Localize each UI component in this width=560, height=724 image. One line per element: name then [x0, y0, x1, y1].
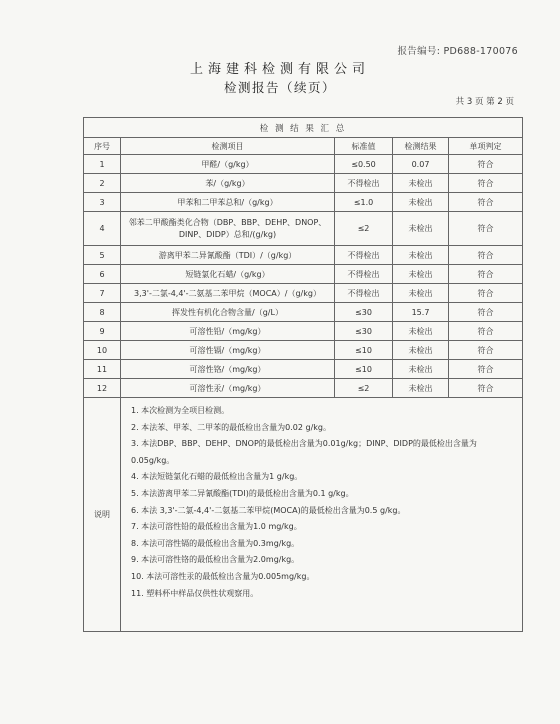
note-item: 4. 本法短链氯化石蜡的最低检出含量为1 g/kg。: [131, 472, 303, 482]
col-header-standard: 标准值: [335, 138, 393, 155]
row-no: 4: [84, 212, 121, 246]
row-result: 未检出: [393, 284, 449, 303]
row-verdict: 符合: [449, 265, 523, 284]
col-header-item: 检测项目: [121, 138, 335, 155]
note-item: 11. 塑料杯中样品仅供性状观察用。: [131, 588, 259, 598]
notes-label: 说明: [84, 398, 121, 632]
row-result: 未检出: [393, 360, 449, 379]
row-verdict: 符合: [449, 284, 523, 303]
row-result: 0.07: [393, 155, 449, 174]
note-item: 2. 本法苯、甲苯、二甲苯的最低检出含量为0.02 g/kg。: [131, 422, 332, 432]
row-standard: ≤0.50: [335, 155, 393, 174]
notes-row: [84, 398, 523, 632]
row-standard: ≤10: [335, 341, 393, 360]
table-row: [84, 322, 523, 341]
row-item: 可溶性铅/（mg/kg）: [121, 322, 335, 341]
table-title: 检 测 结 果 汇 总: [84, 118, 523, 138]
row-item: 短链氯化石蜡/（g/kg）: [121, 265, 335, 284]
note-item: 7. 本法可溶性铅的最低检出含量为1.0 mg/kg。: [131, 522, 302, 532]
table-row: [84, 379, 523, 398]
note-item: 3. 本法DBP、BBP、DEHP、DNOP的最低检出含量为0.01g/kg；DINP、DIDP的最低检出含量为0.05g/kg。: [131, 439, 477, 465]
row-no: 7: [84, 284, 121, 303]
table-row: [84, 341, 523, 360]
col-header-result: 检测结果: [393, 138, 449, 155]
row-standard: ≤2: [335, 212, 393, 246]
row-standard: 不得检出: [335, 246, 393, 265]
row-no: 3: [84, 193, 121, 212]
row-item: 可溶性镉/（mg/kg）: [121, 341, 335, 360]
row-no: 9: [84, 322, 121, 341]
note-item: 1. 本次检测为全项目检测。: [131, 406, 230, 415]
table-header-row: [84, 138, 523, 155]
row-result: 未检出: [393, 174, 449, 193]
row-no: 12: [84, 379, 121, 398]
table-row: [84, 174, 523, 193]
results-table: [83, 117, 523, 632]
row-standard: ≤30: [335, 322, 393, 341]
row-verdict: 符合: [449, 212, 523, 246]
row-no: 6: [84, 265, 121, 284]
row-verdict: 符合: [449, 341, 523, 360]
row-standard: ≤1.0: [335, 193, 393, 212]
row-no: 1: [84, 155, 121, 174]
page-info: 共 3 页 第 2 页: [455, 97, 514, 107]
row-result: 未检出: [393, 193, 449, 212]
row-item: 3,3'-二氯-4,4'-二氨基二苯甲烷（MOCA）/（g/kg）: [121, 284, 335, 303]
row-no: 2: [84, 174, 121, 193]
row-item: 游离甲苯二异氰酸酯（TDI）/（g/kg）: [121, 246, 335, 265]
row-item: 挥发性有机化合物含量/（g/L）: [121, 303, 335, 322]
note-item: 5. 本法游离甲苯二异氰酸酯(TDI)的最低检出含量为0.1 g/kg。: [131, 488, 354, 498]
row-no: 5: [84, 246, 121, 265]
row-item: 可溶性铬/（mg/kg）: [121, 360, 335, 379]
row-standard: ≤30: [335, 303, 393, 322]
note-item: 8. 本法可溶性镉的最低检出含量为0.3mg/kg。: [131, 538, 300, 548]
row-item: 苯/（g/kg）: [121, 174, 335, 193]
row-verdict: 符合: [449, 155, 523, 174]
row-no: 8: [84, 303, 121, 322]
row-verdict: 符合: [449, 303, 523, 322]
row-no: 11: [84, 360, 121, 379]
note-item: 6. 本法 3,3'-二氯-4,4'-二氨基二苯甲烷(MOCA)的最低检出含量为0.5 g/kg。: [131, 505, 406, 515]
row-item: 邻苯二甲酸酯类化合物（DBP、BBP、DEHP、DNOP、DINP、DIDP）总和/(g/kg): [121, 212, 335, 246]
row-no: 10: [84, 341, 121, 360]
row-verdict: 符合: [449, 193, 523, 212]
table-row: [84, 193, 523, 212]
row-result: 未检出: [393, 341, 449, 360]
row-standard: ≤2: [335, 379, 393, 398]
row-item: 甲苯和二甲苯总和/（g/kg）: [121, 193, 335, 212]
row-verdict: 符合: [449, 246, 523, 265]
col-header-no: 序号: [84, 138, 121, 155]
table-row: [84, 212, 523, 246]
note-item: 9. 本法可溶性铬的最低检出含量为2.0mg/kg。: [131, 555, 300, 565]
table-row: [84, 360, 523, 379]
table-row: [84, 303, 523, 322]
row-result: 未检出: [393, 212, 449, 246]
row-standard: 不得检出: [335, 265, 393, 284]
document-title: 检测报告（续页）: [223, 80, 336, 95]
row-verdict: 符合: [449, 322, 523, 341]
col-header-verdict: 单项判定: [449, 138, 523, 155]
row-verdict: 符合: [449, 360, 523, 379]
company-name: 上海建科检测有限公司: [189, 62, 370, 77]
row-verdict: 符合: [449, 174, 523, 193]
table-row: [84, 265, 523, 284]
row-item: 可溶性汞/（mg/kg）: [121, 379, 335, 398]
note-item: 10. 本法可溶性汞的最低检出含量为0.005mg/kg。: [131, 571, 315, 581]
table-row: [84, 284, 523, 303]
row-result: 未检出: [393, 246, 449, 265]
row-verdict: 符合: [449, 379, 523, 398]
row-standard: ≤10: [335, 360, 393, 379]
table-row: [84, 155, 523, 174]
row-result: 未检出: [393, 322, 449, 341]
notes-cell: [121, 398, 523, 632]
row-result: 15.7: [393, 303, 449, 322]
row-result: 未检出: [393, 379, 449, 398]
row-standard: 不得检出: [335, 284, 393, 303]
row-item: 甲醛/（g/kg）: [121, 155, 335, 174]
table-row: [84, 246, 523, 265]
report-number: 报告编号: PD688-170076: [397, 46, 518, 57]
row-result: 未检出: [393, 265, 449, 284]
row-standard: 不得检出: [335, 174, 393, 193]
